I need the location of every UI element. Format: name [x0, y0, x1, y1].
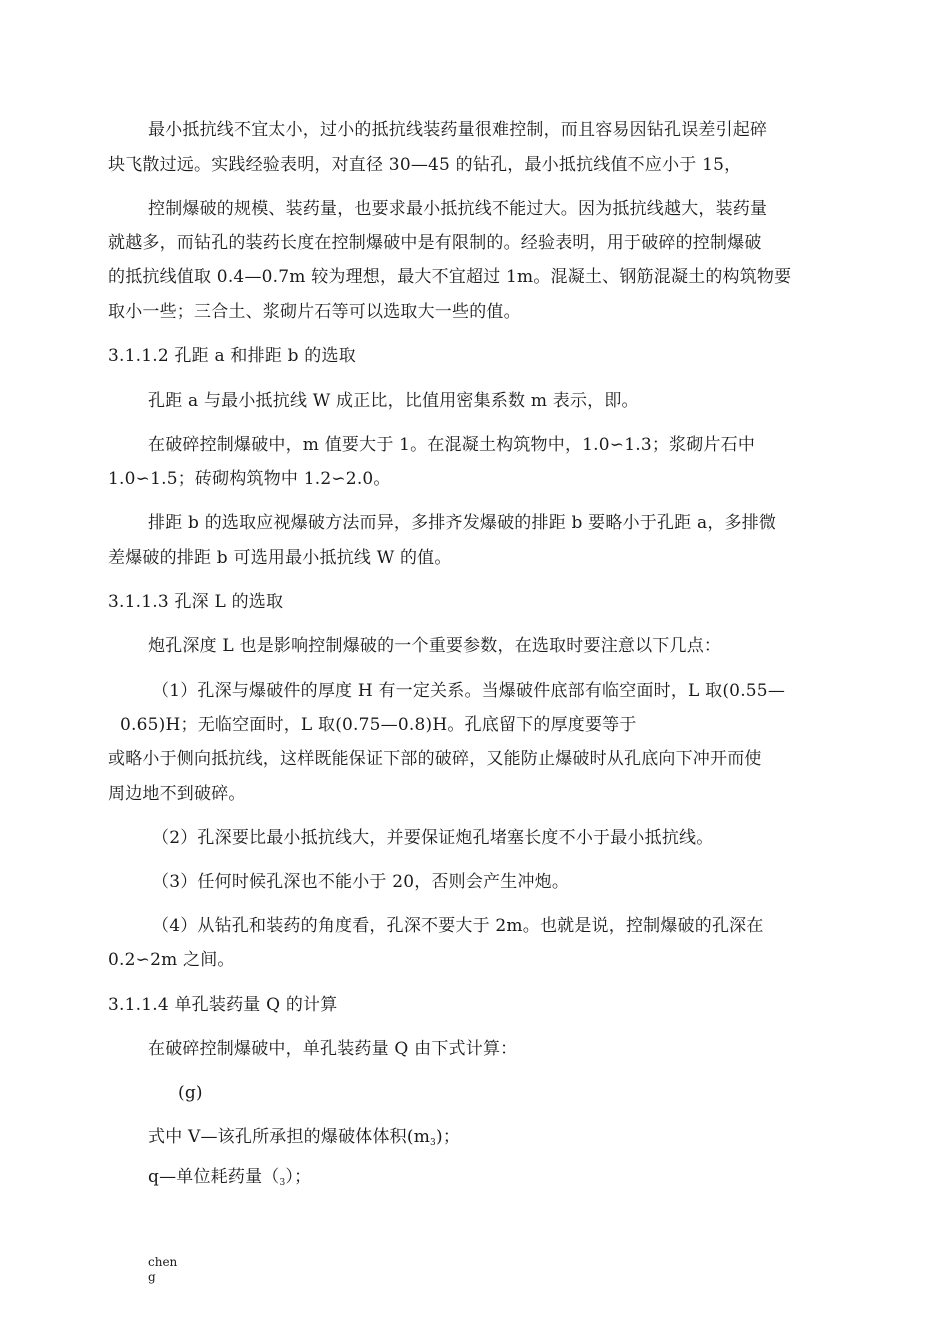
paragraph-line: 孔距 a 与最小抵抗线 W 成正比，比值用密集系数 m 表示，即。 [148, 391, 639, 411]
formula-subscript: 3 [279, 1178, 286, 1188]
list-item: （1）孔深与爆破件的厚度 H 有一定关系。当爆破件底部有临空面时，L 取(0.55— [152, 681, 786, 701]
paragraph-line: 在破碎控制爆破中，m 值要大于 1。在混凝土构筑物中，1.0∽1.3；浆砌片石中 [148, 435, 756, 455]
formula-definition-text: q—单位耗药量（ [148, 1167, 280, 1187]
paragraph-line: 1.0∽1.5；砖砌构筑物中 1.2∽2.0。 [108, 469, 391, 489]
list-item: （4）从钻孔和装药的角度看，孔深不要大于 2m。也就是说，控制爆破的孔深在 [152, 916, 764, 936]
paragraph-line: 在破碎控制爆破中，单孔装药量 Q 由下式计算： [148, 1039, 518, 1059]
paragraph-line: 炮孔深度 L 也是影响控制爆破的一个重要参数，在选取时要注意以下几点： [148, 636, 722, 656]
paragraph-line: 周边地不到破碎。 [108, 784, 246, 804]
paragraph-line: 就越多，而钻孔的装药长度在控制爆破中是有限制的。经验表明，用于破碎的控制爆破 [108, 233, 762, 253]
list-item: （3）任何时候孔深也不能小于 20，否则会产生冲炮。 [152, 872, 570, 892]
paragraph-line: 0.2∽2m 之间。 [108, 950, 235, 970]
formula-definition [148, 1125, 460, 1149]
footer-text: chen g [148, 1255, 178, 1284]
formula-definition-text: 式中 V—该孔所承担的爆破体体积(m [148, 1127, 431, 1147]
paragraph-line: 的抵抗线值取 0.4—0.7m 较为理想，最大不宜超过 1m。混凝土、钢筋混凝土的构筑物要 [108, 267, 792, 287]
section-heading: 3.1.1.2 孔距 a 和排距 b 的选取 [108, 346, 356, 366]
paragraph-line: 最小抵抗线不宜太小，过小的抵抗线装药量很难控制，而且容易因钻孔误差引起碎 [148, 120, 768, 140]
paragraph-line: 差爆破的排距 b 可选用最小抵抗线 W 的值。 [108, 548, 452, 568]
paragraph-line: 取小一些；三合土、浆砌片石等可以选取大一些的值。 [108, 302, 521, 322]
formula-definition [148, 1165, 311, 1189]
paragraph-line: 控制爆破的规模、装药量，也要求最小抵抗线不能过大。因为抵抗线越大，装药量 [148, 199, 768, 219]
section-heading: 3.1.1.4 单孔装药量 Q 的计算 [108, 995, 338, 1015]
list-item: （2）孔深要比最小抵抗线大，并要保证炮孔堵塞长度不小于最小抵抗线。 [152, 828, 714, 848]
paragraph-line: 排距 b 的选取应视爆破方法而异，多排齐发爆破的排距 b 要略小于孔距 a，多排微 [148, 513, 777, 533]
paragraph-line: 或略小于侧向抵抗线，这样既能保证下部的破碎，又能防止爆破时从孔底向下冲开而使 [108, 749, 762, 769]
formula-unit: (g) [178, 1083, 203, 1103]
section-heading: 3.1.1.3 孔深 L 的选取 [108, 592, 284, 612]
paragraph-line: 块飞散过远。实践经验表明，对直径 30—45 的钻孔，最小抵抗线值不应小于 15， [108, 155, 742, 175]
paragraph-line: 0.65)H；无临空面时，L 取(0.75—0.8)H。孔底留下的厚度要等于 [120, 715, 637, 735]
formula-close: ）； [285, 1167, 312, 1187]
formula-close: )； [435, 1127, 461, 1147]
formula-subscript: 3 [430, 1138, 436, 1148]
